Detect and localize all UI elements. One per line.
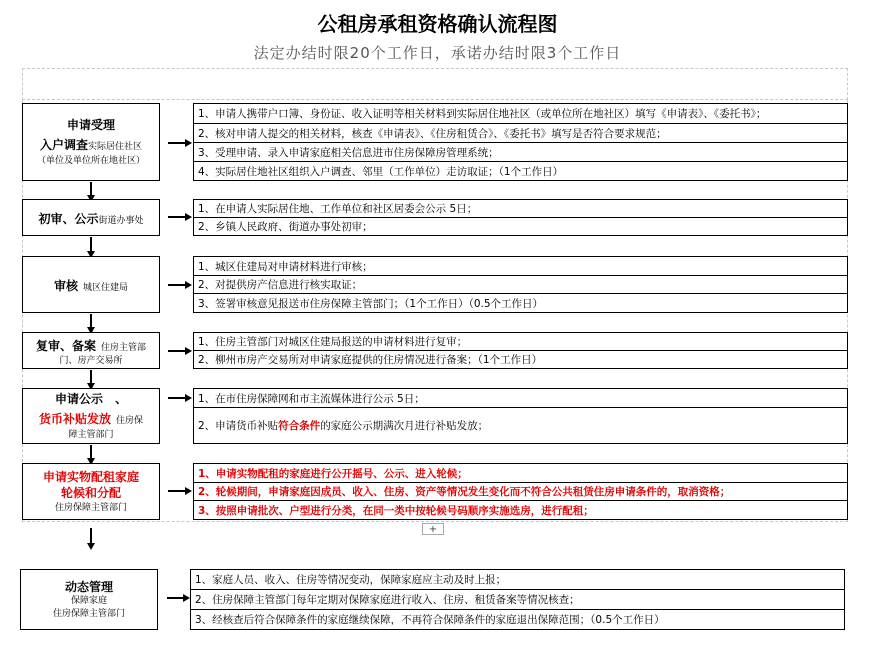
stage-1-note: （单位及单位所在地社区） xyxy=(36,155,145,166)
header-guide-frame xyxy=(22,68,848,100)
stage-6-item-1: 1、申请实物配租的家庭进行公开摇号、公示、进入轮候； xyxy=(194,464,847,483)
expand-button[interactable]: + xyxy=(422,523,444,535)
page-subtitle: 法定办结时限20个工作日，承诺办结时限3个工作日 xyxy=(253,44,622,62)
arrow-right-icon xyxy=(167,597,184,599)
stage-5-item-2-suffix: 的家庭公示期满次月进行补贴发放； xyxy=(320,420,489,432)
arrow-down-icon xyxy=(90,445,92,459)
stage-1-dept: 实际居住社区 xyxy=(88,142,143,153)
stage-1-title: 申请受理 xyxy=(66,118,115,133)
stage-re-review xyxy=(22,332,160,369)
stage-1-items xyxy=(193,103,848,181)
stage-7-item-1: 1、家庭人员、收入、住房等情况变动，保障家庭应主动及时上报； xyxy=(191,570,844,590)
stage-7-items xyxy=(190,569,845,630)
stage-5-dept-cont: 障主管部门 xyxy=(68,429,114,440)
stage-4-dept-cont: 门、房产交易所 xyxy=(59,356,123,367)
stage-4-items xyxy=(193,332,848,369)
stage-6-item-3: 3、按照申请批次、户型进行分类，在同一类中按轮候号码顺序实施选房，进行配租； xyxy=(198,504,594,517)
stage-7-dept: 住房保障主管部门 xyxy=(52,608,125,619)
stage-4-item-2: 2、柳州市房产交易所对申请家庭提供的住房情况进行备案；（1个工作日） xyxy=(198,354,543,366)
stage-2-items xyxy=(193,199,848,236)
arrow-right-icon xyxy=(168,216,186,218)
stage-7-title: 动态管理 xyxy=(64,580,113,595)
stage-6-title: 申请实物配租家庭 xyxy=(42,470,139,485)
arrow-down-icon xyxy=(90,370,92,384)
stage-4-item-1: 1、住房主管部门对城区住建局报送的申请材料进行复审； xyxy=(194,333,847,351)
stage-3-title: 审核 xyxy=(53,278,78,293)
stage-3-items xyxy=(193,256,848,313)
stage-application-acceptance xyxy=(22,103,160,181)
stage-6-item-2: 2、轮候期间，申请家庭因成员、收入、住房、资产等情况发生变化而不符合公共租赁住房申请条件的，取消资格； xyxy=(194,483,847,501)
stage-4-dept: 住房主管部 xyxy=(101,342,147,353)
stage-2-dept: 街道办事处 xyxy=(98,215,144,226)
stage-3-item-3: 3、签署审核意见报送市住房保障主管部门；（1个工作日）（0.5个工作日） xyxy=(198,297,544,310)
arrow-down-icon xyxy=(90,314,92,328)
arrow-right-icon xyxy=(168,350,186,352)
stage-audit xyxy=(22,256,160,313)
stage-3-dept: 城区住建局 xyxy=(83,282,129,293)
stage-5-title: 申请公示 、 xyxy=(54,392,127,407)
stage-2-title: 初审、公示 xyxy=(38,211,99,226)
stage-6-items xyxy=(193,463,848,520)
arrow-right-icon xyxy=(168,397,186,399)
stage-rental-allocation xyxy=(22,463,160,520)
page-title: 公租房承租资格确认流程图 xyxy=(317,12,558,36)
stage-5-items xyxy=(193,388,848,444)
stage-5-item-2-highlight: 符合条件 xyxy=(278,420,321,432)
arrow-down-icon xyxy=(90,237,92,252)
stage-preliminary-review xyxy=(22,199,160,236)
stage-1-item-2: 2、核对申请人提交的相关材料，核查《申请表》、《住房租赁合》、《委托书》填写是否符合要求规范； xyxy=(194,124,847,143)
stage-6-subtitle: 轮候和分配 xyxy=(60,486,121,501)
stage-1-item-3: 3、受理申请、录入申请家庭相关信息进市住房保障房管理系统； xyxy=(194,143,847,162)
stage-1-subtitle: 入户调查 xyxy=(39,138,88,153)
stage-5-dept: 住房保 xyxy=(116,416,144,427)
stage-public-notice xyxy=(22,388,160,444)
stage-2-item-1: 1、在申请人实际居住地、工作单位和社区居委会公示 5日； xyxy=(194,200,847,218)
stage-5-subtitle: 货币补贴发放 xyxy=(38,412,111,427)
stage-5-item-1: 1、在市住房保障网和市主流媒体进行公示 5日； xyxy=(194,389,847,408)
arrow-right-icon xyxy=(168,284,186,286)
arrow-right-icon xyxy=(168,142,186,144)
arrow-down-icon xyxy=(90,182,92,196)
stage-1-item-1: 1、申请人携带户口簿、身份证、收入证明等相关材料到实际居住地社区（或单位所在地社区）填写《申请表》、《委托书》； xyxy=(194,104,847,124)
stage-6-dept: 住房保障主管部门 xyxy=(54,502,127,513)
stage-3-item-1: 1、城区住建局对申请材料进行审核； xyxy=(194,257,847,276)
stage-4-title: 复审、备案 xyxy=(35,338,96,353)
stage-5-item-2-prefix: 2、申请货币补贴 xyxy=(198,420,279,432)
stage-2-item-2: 2、乡镇人民政府、街道办事处初审； xyxy=(198,221,373,233)
stage-5-item-2 xyxy=(194,408,847,443)
arrow-down-icon xyxy=(90,528,92,544)
stage-dynamic-management xyxy=(20,569,158,630)
stage-7-item-2: 2、住房保障主管部门每年定期对保障家庭进行收入、住房、租赁备案等情况核查； xyxy=(191,590,844,610)
stage-7-item-3: 3、经核查后符合保障条件的家庭继续保障，不再符合保障条件的家庭退出保障范围；（0.5个工作日） xyxy=(195,614,665,626)
arrow-right-icon xyxy=(168,490,186,492)
stage-1-item-4: 4、实际居住地社区组织入户调查、邻里（工作单位）走访取证；（1个工作日） xyxy=(198,165,564,178)
stage-7-subtitle: 保障家庭 xyxy=(70,596,107,607)
stage-3-item-2: 2、对提供房产信息进行核实取证； xyxy=(194,276,847,294)
